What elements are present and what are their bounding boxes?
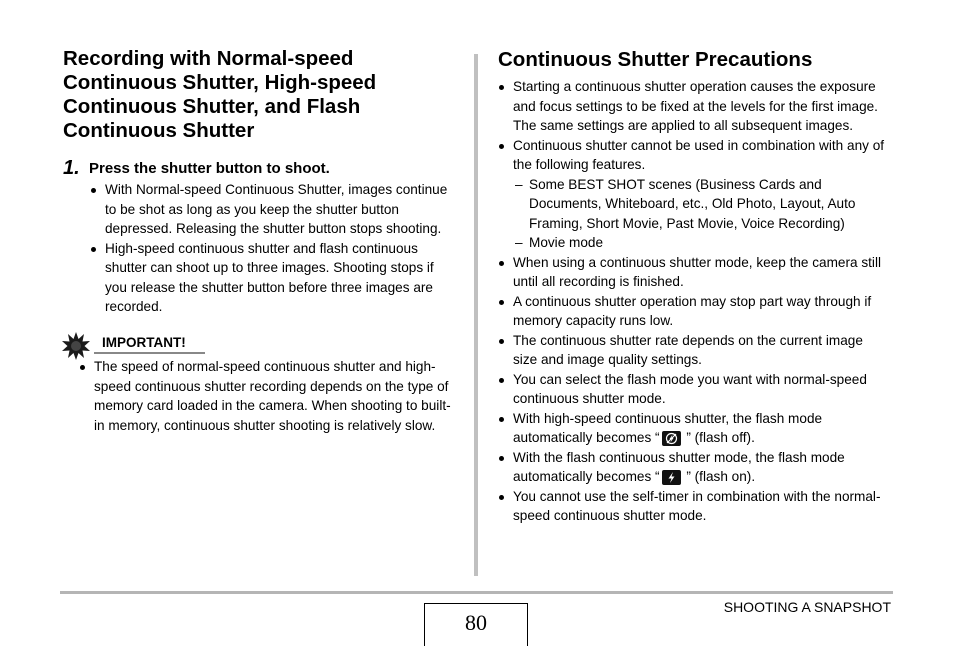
footer-rule (60, 591, 893, 594)
line: The same settings are applied to all subsequent images. (513, 118, 854, 133)
line: memory capacity runs low. (513, 313, 674, 328)
line: and focus settings to be fixed at the levels for the first image. (513, 98, 878, 114)
list-item (94, 357, 464, 435)
heading-line: Continuous Shutter (63, 119, 255, 142)
line: A continuous shutter operation may stop part way through if (513, 293, 872, 309)
list-item (513, 136, 903, 175)
section-heading (63, 47, 463, 143)
line: You cannot use the self-timer in combination with the normal- (513, 488, 881, 504)
line: recorded. (105, 299, 163, 314)
line: depressed. Releasing the shutter button stops shooting. (105, 221, 442, 236)
line: You can select the flash mode you want with normal-speed (513, 371, 867, 387)
line: the following features. (513, 157, 646, 172)
flash-off-icon (662, 431, 681, 446)
line: – Some BEST SHOT scenes (Business Cards and (529, 176, 822, 192)
list-item (105, 180, 465, 239)
list-item (513, 370, 903, 409)
step-1 (63, 157, 463, 181)
line: until all recording is finished. (513, 274, 684, 289)
step-text: Press the shutter button to shoot. (89, 160, 330, 177)
precautions-list (513, 77, 903, 526)
page-number: 80 (465, 610, 487, 635)
line (513, 428, 903, 448)
line: When using a continuous shutter mode, keep the camera still (513, 254, 881, 270)
list-item (513, 448, 903, 487)
text: ” (flash on). (682, 469, 756, 484)
line: The speed of normal-speed continuous shutter and high- (94, 359, 436, 374)
list-item (513, 292, 903, 331)
list-item (513, 77, 903, 136)
line: speed continuous shutter recording depends on the type of (94, 378, 449, 394)
line: Documents, Whiteboard, etc., Old Photo, Layout, Auto (529, 196, 856, 211)
line: shutter can shoot up to three images. Shooting stops if (105, 260, 434, 275)
page-number-box (424, 603, 528, 646)
line: in memory, continuous shutter shooting is relatively slow. (94, 417, 436, 433)
list-item (513, 253, 903, 292)
text: ” (flash off). (682, 430, 755, 445)
heading-line: Continuous Shutter, High-speed (63, 71, 377, 94)
line: size and image quality settings. (513, 352, 702, 367)
line: With high-speed continuous shutter, the flash mode (513, 410, 823, 426)
step-bullet-list (105, 180, 465, 317)
sub-list-item (513, 233, 903, 253)
flash-on-icon (662, 470, 681, 485)
section-name: SHOOTING A SNAPSHOT (723, 599, 891, 615)
line: High-speed continuous shutter and flash continuous (105, 240, 418, 256)
sub-list-item (513, 175, 903, 234)
list-item (105, 239, 465, 317)
line: Framing, Short Movie, Past Movie, Voice Recording) (529, 215, 845, 231)
precautions-heading: Continuous Shutter Precautions (498, 48, 813, 71)
important-underline (94, 352, 205, 354)
line (513, 467, 903, 487)
text: automatically becomes “ (513, 469, 660, 484)
list-item (513, 409, 903, 448)
column-divider (474, 54, 478, 576)
line: – Movie mode (529, 235, 604, 250)
heading-line: Recording with Normal-speed (63, 47, 354, 70)
line: to be shot as long as you keep the shutter button (105, 201, 399, 217)
important-label: IMPORTANT! (102, 335, 186, 350)
important-list (94, 357, 464, 435)
heading-line: Continuous Shutter, and Flash (63, 95, 361, 118)
line: continuous shutter mode. (513, 391, 666, 406)
text: automatically becomes “ (513, 430, 660, 445)
line: you release the shutter button before three images are (105, 279, 433, 295)
line: Starting a continuous shutter operation causes the exposure (513, 79, 876, 94)
step-number: 1. (63, 157, 80, 179)
list-item (513, 487, 903, 526)
important-burst-icon (62, 332, 90, 360)
line: memory card loaded in the camera. When shooting to built- (94, 398, 451, 413)
line: The continuous shutter rate depends on the current image (513, 332, 863, 348)
line: With Normal-speed Continuous Shutter, images continue (105, 182, 448, 197)
line: speed continuous shutter mode. (513, 508, 707, 523)
list-item (513, 331, 903, 370)
line: Continuous shutter cannot be used in combination with any of (513, 137, 885, 153)
line: With the flash continuous shutter mode, the flash mode (513, 449, 845, 465)
